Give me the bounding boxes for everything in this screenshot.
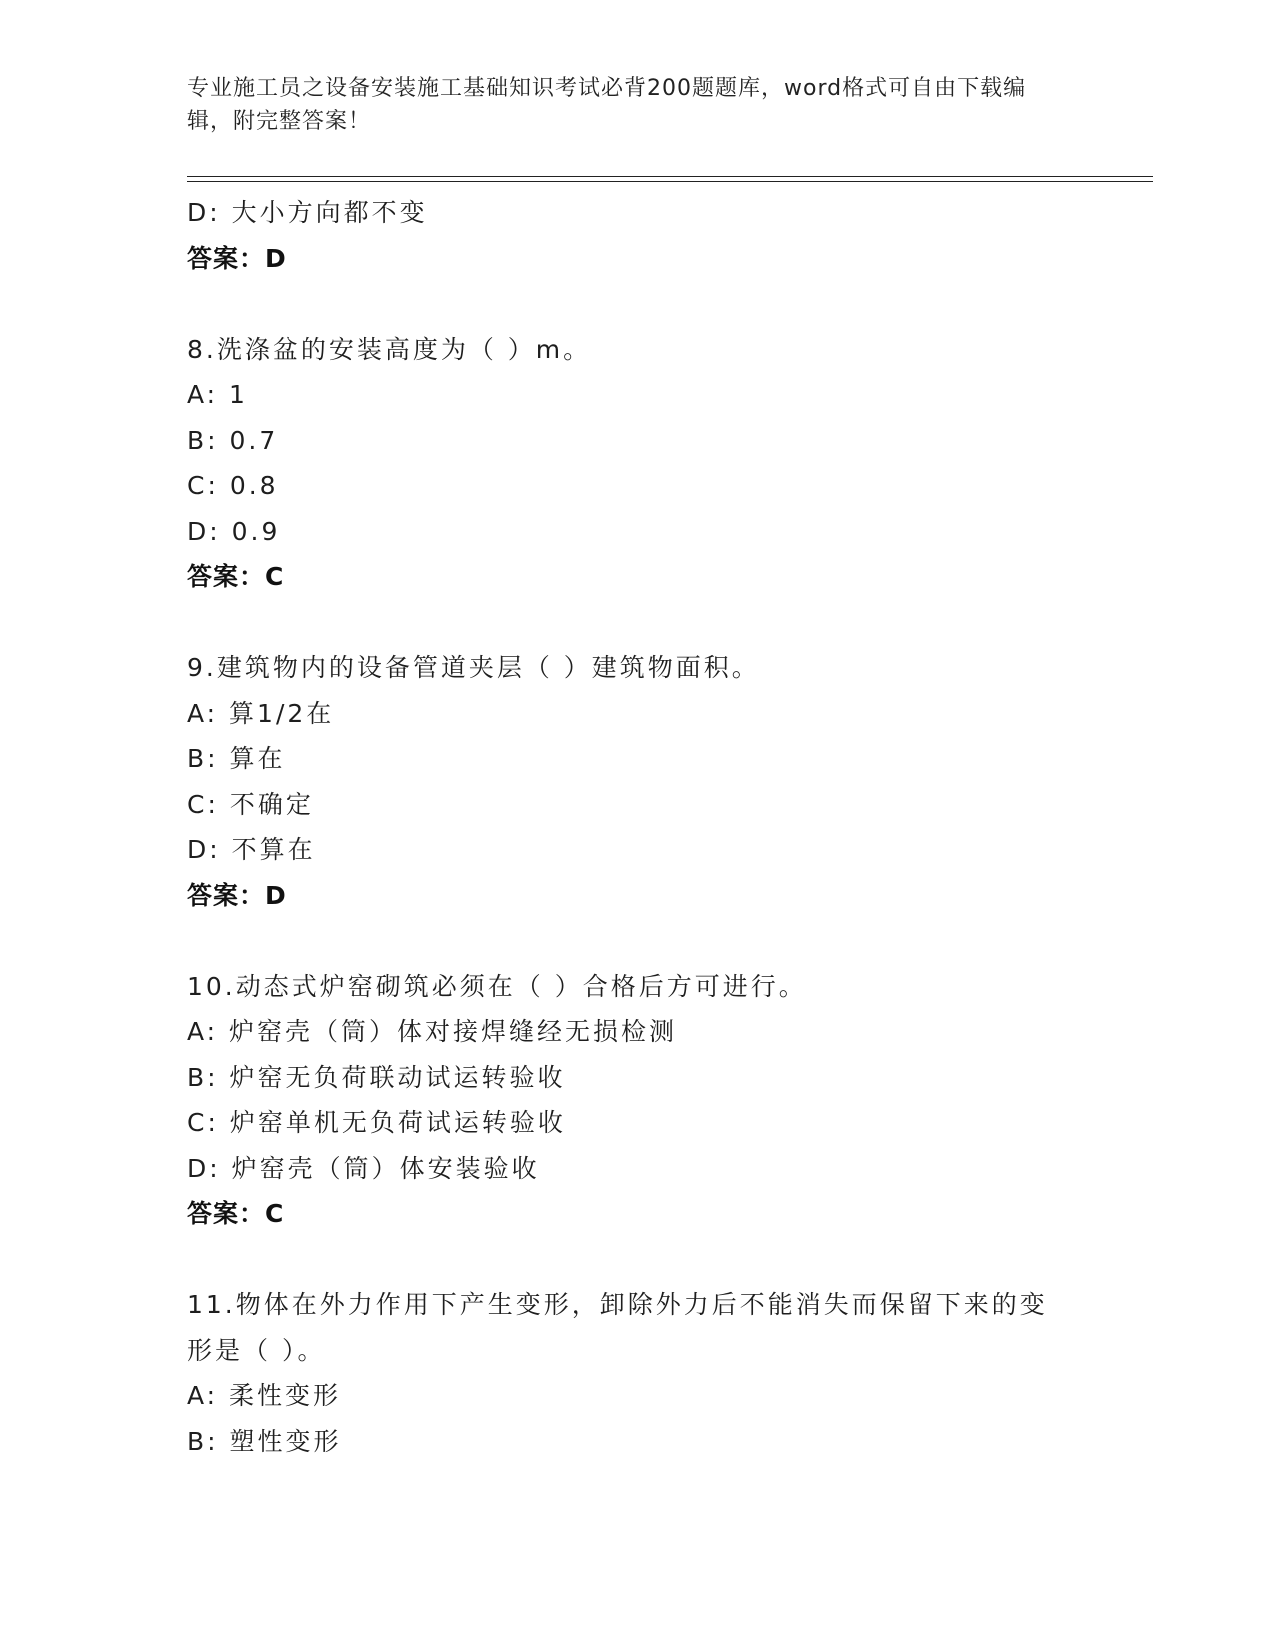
option-a: A: 1 xyxy=(187,380,248,409)
option-a: A: 炉窑壳（筒）体对接焊缝经无损检测 xyxy=(187,1017,678,1046)
option-c: C: 不确定 xyxy=(187,789,314,819)
header-divider-top xyxy=(187,176,1153,177)
question-stem: 10.动态式炉窑砌筑必须在（ ）合格后方可进行。 xyxy=(187,971,807,1001)
question-answer: 答案：C xyxy=(187,562,285,591)
question-stem: 9.建筑物内的设备管道夹层（ ）建筑物面积。 xyxy=(187,653,760,682)
option-b: B: 0.7 xyxy=(187,425,279,455)
document-header: 专业施工员之设备安装施工基础知识考试必背200题题库，word格式可自由下载编辑，附完整答案！ xyxy=(187,76,1027,134)
spacer xyxy=(187,600,1087,646)
option-c: C: 炉窑单机无负荷试运转验收 xyxy=(187,1108,566,1137)
option-a: A: 柔性变形 xyxy=(187,1381,342,1410)
option-b: B: 塑性变形 xyxy=(187,1426,342,1456)
option-b: B: 炉窑无负荷联动试运转验收 xyxy=(187,1062,566,1092)
question-10 xyxy=(187,964,1087,1237)
question-9 xyxy=(187,645,1087,918)
option-d: D: 不算在 xyxy=(187,835,316,864)
option-d: D: 0.9 xyxy=(187,516,281,546)
option-d: D: 炉窑壳（筒）体安装验收 xyxy=(187,1153,540,1183)
question-answer: 答案：C xyxy=(187,1199,285,1228)
spacer xyxy=(187,918,1087,964)
question-stem: 11.物体在外力作用下产生变形，卸除外力后不能消失而保留下来的变形是（ ）。 xyxy=(187,1290,1048,1365)
option-b: B: 算在 xyxy=(187,744,286,773)
question-8 xyxy=(187,327,1087,600)
spacer xyxy=(187,1237,1087,1283)
option-c: C: 0.8 xyxy=(187,471,279,500)
question-list xyxy=(187,190,1087,1464)
prev-question-answer: 答案：D xyxy=(187,243,287,273)
prev-question-option-d: D: 大小方向都不变 xyxy=(187,198,428,227)
spacer xyxy=(187,281,1087,327)
question-stem: 8.洗涤盆的安装高度为（ ）m。 xyxy=(187,334,592,364)
question-answer: 答案：D xyxy=(187,880,287,910)
option-a: A: 算1/2在 xyxy=(187,698,335,728)
header-divider-bottom xyxy=(187,181,1153,182)
question-11 xyxy=(187,1282,1087,1464)
